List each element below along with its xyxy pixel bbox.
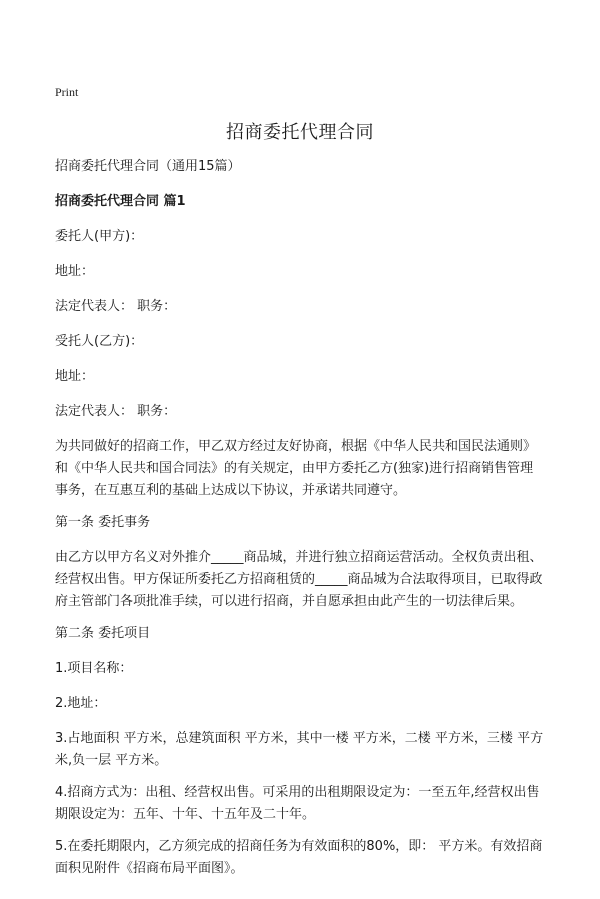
paragraph: 由乙方以甲方名义对外推介_____商品城，并进行独立招商运营活动。全权负责出租、经营权出售。甲方保证所委托乙方招商租赁的_____商品城为合法取得项目，已取得政府主管部门各项批准手续，可以进行招商，并自愿承担由此产生的一切法律后果。 [55,550,543,609]
paragraph: 法定代表人： 职务： [55,299,177,314]
print-link[interactable]: Print [55,85,79,99]
paragraph: 为共同做好的招商工作，甲乙双方经过友好协商，根据《中华人民共和国民法通则》和《中华人民共和国合同法》的有关规定，由甲方委托乙方(独家)进行招商销售管理事务，在互惠互利的基础上达成以下协议，并承诺共同遵守。 [55,439,537,498]
paragraph: 5.在委托期限内，乙方须完成的招商任务为有效面积的80%，即： 平方米。有效招商面积见附件《招商布局平面图》。 [55,839,543,876]
paragraph: 3.占地面积 平方米，总建筑面积 平方米，其中一楼 平方米，二楼 平方米，三楼 平方米,负一层 平方米。 [55,731,544,768]
clause-heading: 第二条 委托项目 [55,626,151,641]
section-heading: 招商委托代理合同 篇1 [55,194,186,209]
paragraph: 地址： [55,369,95,384]
paragraph: 地址： [55,264,95,279]
document-title: 招商委托代理合同 [226,122,374,143]
paragraph: 2.地址： [55,696,107,711]
paragraph: 4.招商方式为：出租、经营权出售。可采用的出租期限设定为：一至五年,经营权出售期限设定为：五年、十年、十五年及二十年。 [55,785,540,822]
paragraph: 法定代表人： 职务： [55,404,177,419]
clause-heading: 第一条 委托事务 [55,515,151,530]
paragraph: 1.项目名称： [55,661,133,676]
document-subtitle: 招商委托代理合同（通用15篇） [55,159,241,174]
document-body [55,156,545,890]
paragraph: 委托人(甲方)： [55,229,144,244]
paragraph: 受托人(乙方)： [55,334,144,349]
